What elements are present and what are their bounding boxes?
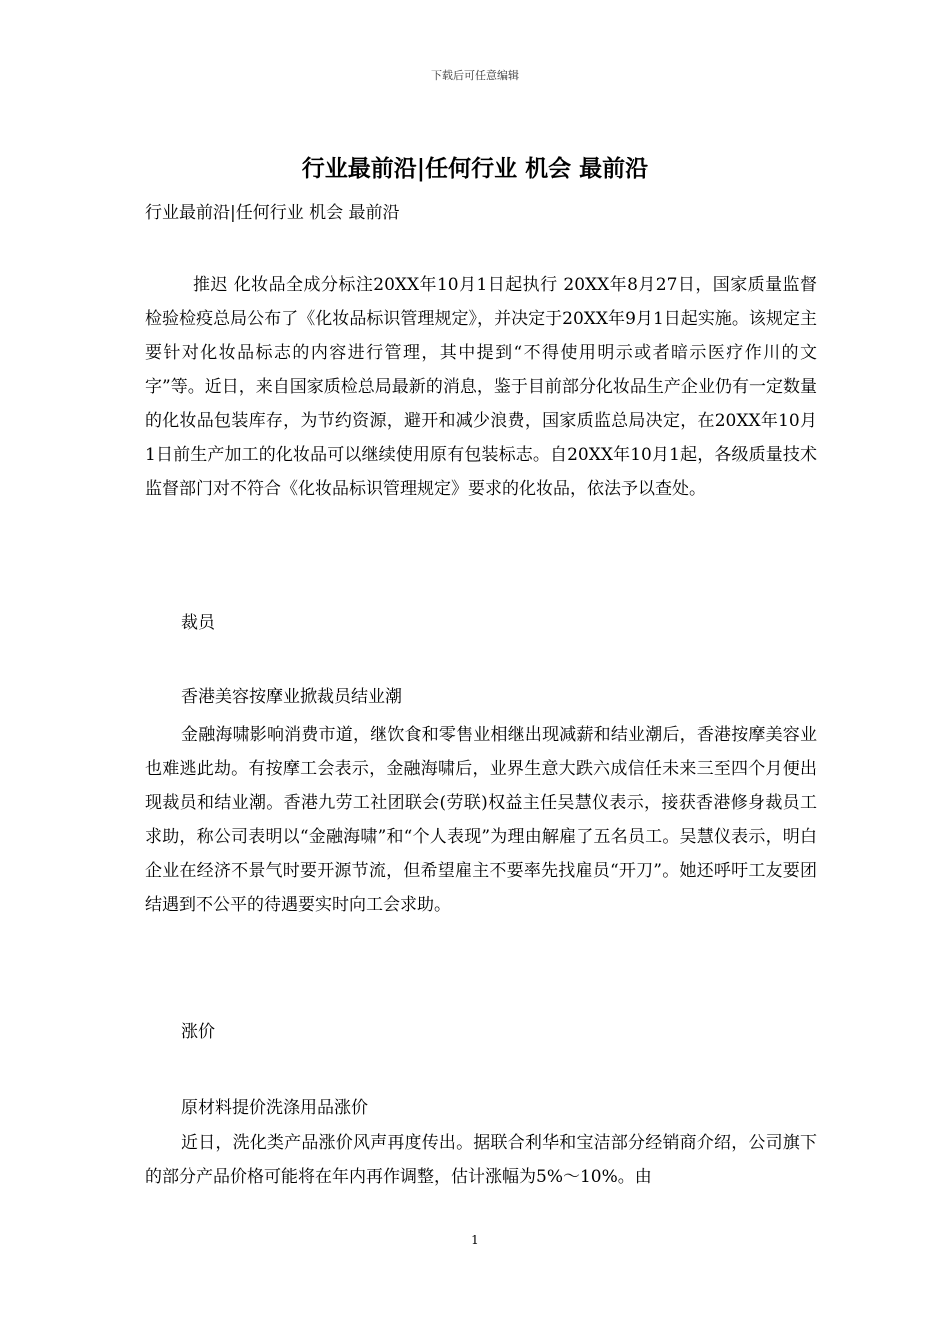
page-header-note: 下载后可任意编辑 — [431, 69, 519, 82]
section-heading-layoff: 裁员 — [181, 613, 215, 633]
page-number: 1 — [471, 1233, 479, 1247]
article-heading-raw-material: 原材料提价洗涤用品涨价 — [181, 1098, 368, 1118]
document-subtitle: 行业最前沿|任何行业 机会 最前沿 — [145, 203, 400, 223]
article-paragraph-beauty-industry: 金融海啸影响消费市道，继饮食和零售业相继出现减薪和结业潮后，香港按摩美容业也难逃此劫。有按摩工会表示，金融海啸后，业界生意大跌六成信任未来三至四个月便出现裁员和结业潮。香港九劳工社团联会(劳联)权益主任吴慧仪表示，接获香港修身裁员工求助，称公司表明以“金融海啸”和“个人表现”为理由解雇了五名员工。吴慧仪表示，明白企业在经济不景气时要开源节流，但希望雇主不要率先找雇员“开刀”。她还呼吁工友要团结遇到不公平的待遇要实时向工会求助。 — [145, 725, 817, 915]
document-title: 行业最前沿|任何行业 机会 最前沿 — [301, 155, 649, 182]
article-paragraph-raw-material: 近日，洗化类产品涨价风声再度传出。据联合利华和宝洁部分经销商介绍，公司旗下的部分产品价格可能将在年内再作调整，估计涨幅为5%～10%。由 — [145, 1133, 817, 1187]
section-heading-price-rise: 涨价 — [181, 1022, 215, 1042]
article-heading-beauty-industry: 香港美容按摩业掀裁员结业潮 — [181, 687, 402, 707]
news-paragraph-cosmetics-labeling: 推迟 化妆品全成分标注20XX年10月1日起执行 20XX年8月27日，国家质量监督检验检疫总局公布了《化妆品标识管理规定》，并决定于20XX年9月1日起实施。该规定主要针对化妆品标志的内容进行管理，其中提到“不得使用明示或者暗示医疗作川的文字”等。近日，来自国家质检总局最新的消息，鉴于目前部分化妆品生产企业仍有一定数量的化妆品包装库存，为节约资源，避开和减少浪费，国家质监总局决定，在20XX年10月1日前生产加工的化妆品可以继续使用原有包装标志。自20XX年10月1起，各级质量技术监督部门对不符合《化妆品标识管理规定》要求的化妆品，依法予以查处。 — [145, 275, 817, 499]
